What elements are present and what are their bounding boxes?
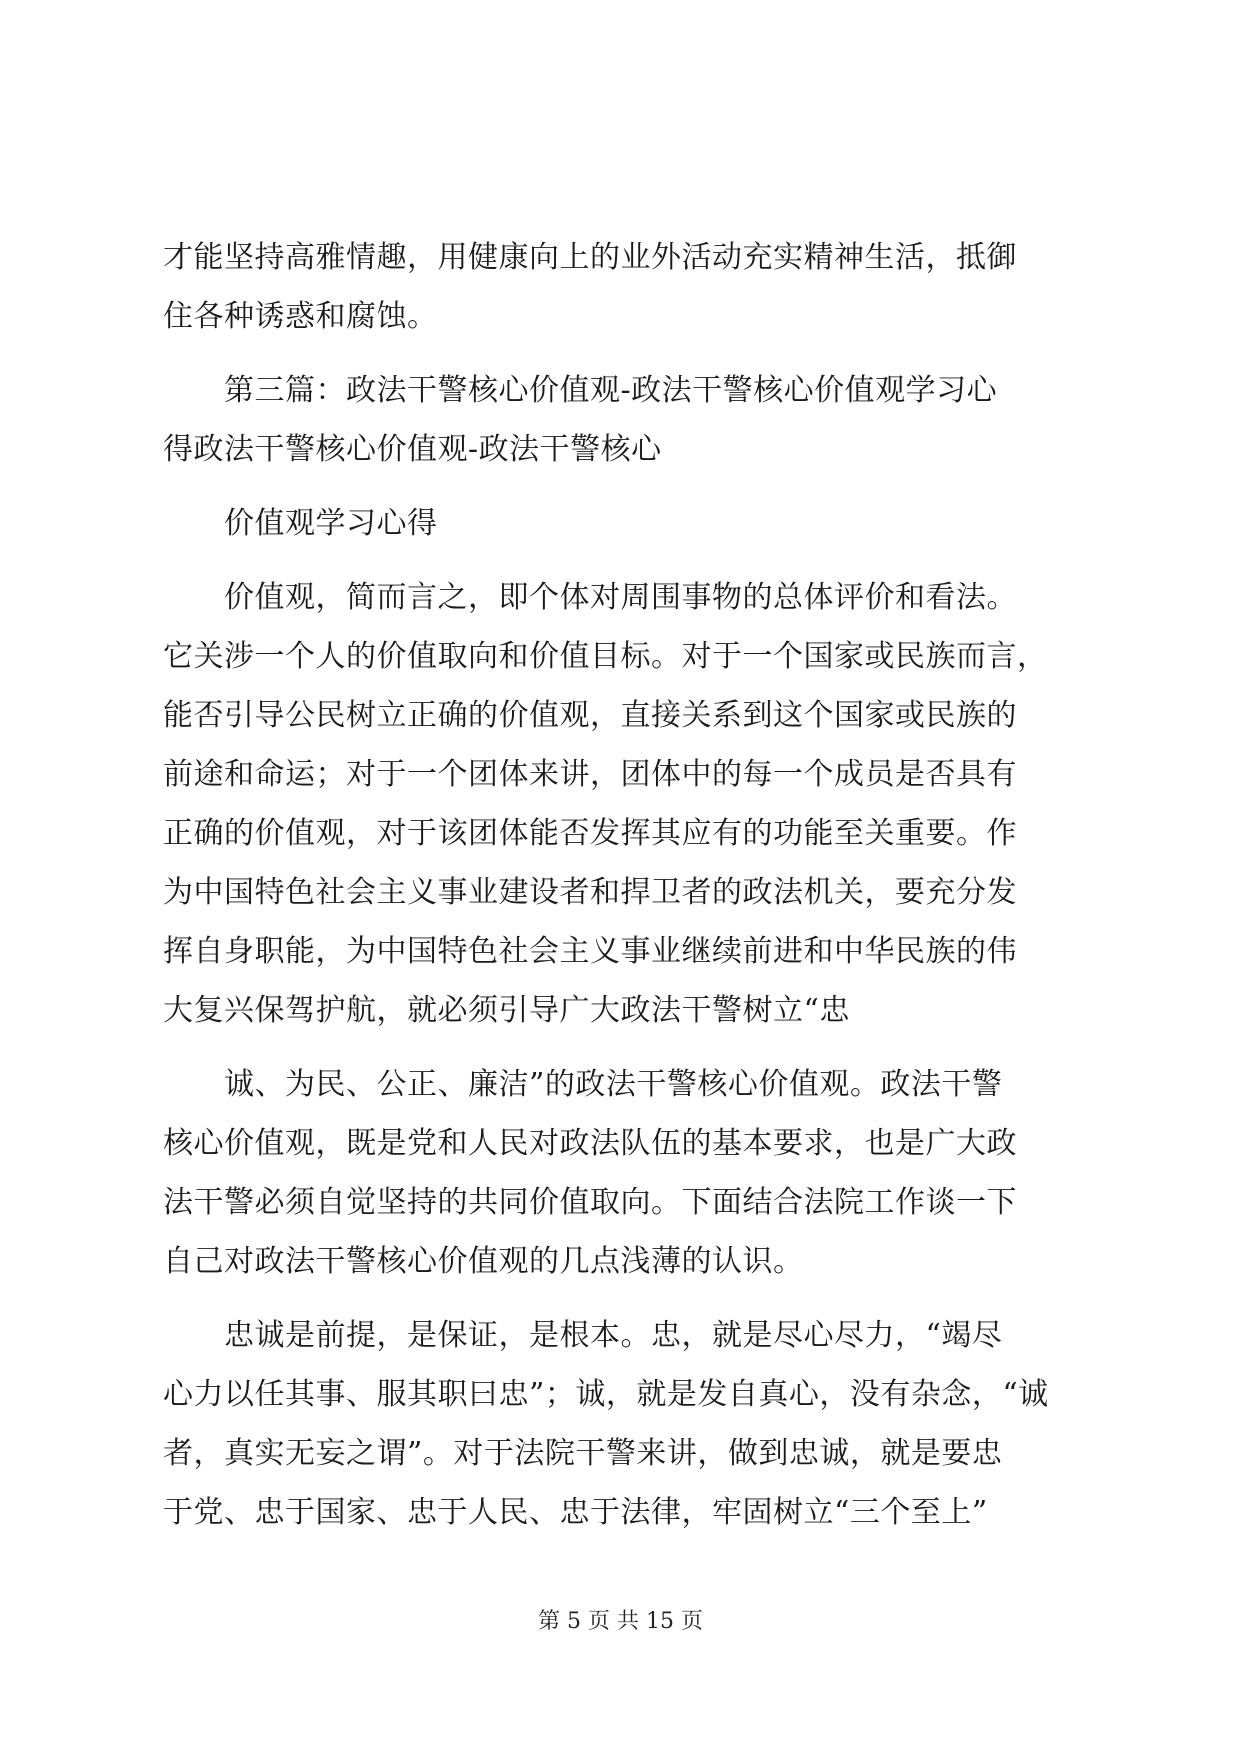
text-line: 正确的价值观，对于该团体能否发挥其应有的功能至关重要。作 <box>163 816 1017 851</box>
paragraph-gap <box>163 553 1093 568</box>
section-heading-line: 第三篇：政法干警核心价值观-政法干警核心价值观学习心 <box>163 373 998 408</box>
text-line: 心力以任其事、服其职曰忠”；诚，就是发自真心，没有杂念，“诚 <box>163 1377 1049 1412</box>
text-line: 者，真实无妄之谓”。对于法院干警来讲，做到忠诚，就是要忠 <box>163 1436 1003 1471</box>
paragraph-gap <box>163 1040 1093 1055</box>
text-line: 才能坚持高雅情趣，用健康向上的业外活动充实精神生活，抵御 <box>163 240 1017 275</box>
text-line: 前途和命运；对于一个团体来讲，团体中的每一个成员是否具有 <box>163 757 1017 792</box>
document-body <box>163 228 1093 1542</box>
text-line: 大复兴保驾护航，就必须引导广大政法干警树立“忠 <box>163 993 850 1028</box>
section-heading-line: 得政法干警核心价值观-政法干警核心 <box>163 432 662 467</box>
text-line: 住各种诱惑和腐蚀。 <box>163 299 438 334</box>
paragraph-gap <box>163 1291 1093 1306</box>
text-line: 挥自身职能，为中国特色社会主义事业继续前进和中华民族的伟 <box>163 934 1017 969</box>
paragraph-gap <box>163 346 1093 361</box>
text-line: 为中国特色社会主义事业建设者和捍卫者的政法机关，要充分发 <box>163 875 1017 910</box>
text-line: 忠诚是前提，是保证，是根本。忠，就是尽心尽力，“竭尽 <box>163 1318 1003 1353</box>
text-line: 它关涉一个人的价值取向和价值目标。对于一个国家或民族而言， <box>163 639 1048 674</box>
text-line: 价值观，简而言之，即个体对周围事物的总体评价和看法。 <box>163 580 1017 615</box>
text-line: 于党、忠于国家、忠于人民、忠于法律，牢固树立“三个至上” <box>163 1495 988 1530</box>
text-line: 诚、为民、公正、廉洁”的政法干警核心价值观。政法干警 <box>163 1067 1003 1102</box>
text-line: 法干警必须自觉坚持的共同价值取向。下面结合法院工作谈一下 <box>163 1185 1017 1220</box>
text-line: 价值观学习心得 <box>163 506 438 541</box>
page-number-footer: 第 5 页 共 15 页 <box>538 1609 703 1634</box>
text-line: 自己对政法干警核心价值观的几点浅薄的认识。 <box>163 1244 804 1279</box>
text-line: 核心价值观，既是党和人民对政法队伍的基本要求，也是广大政 <box>163 1126 1017 1161</box>
paragraph-gap <box>163 479 1093 494</box>
text-line: 能否引导公民树立正确的价值观，直接关系到这个国家或民族的 <box>163 698 1017 733</box>
